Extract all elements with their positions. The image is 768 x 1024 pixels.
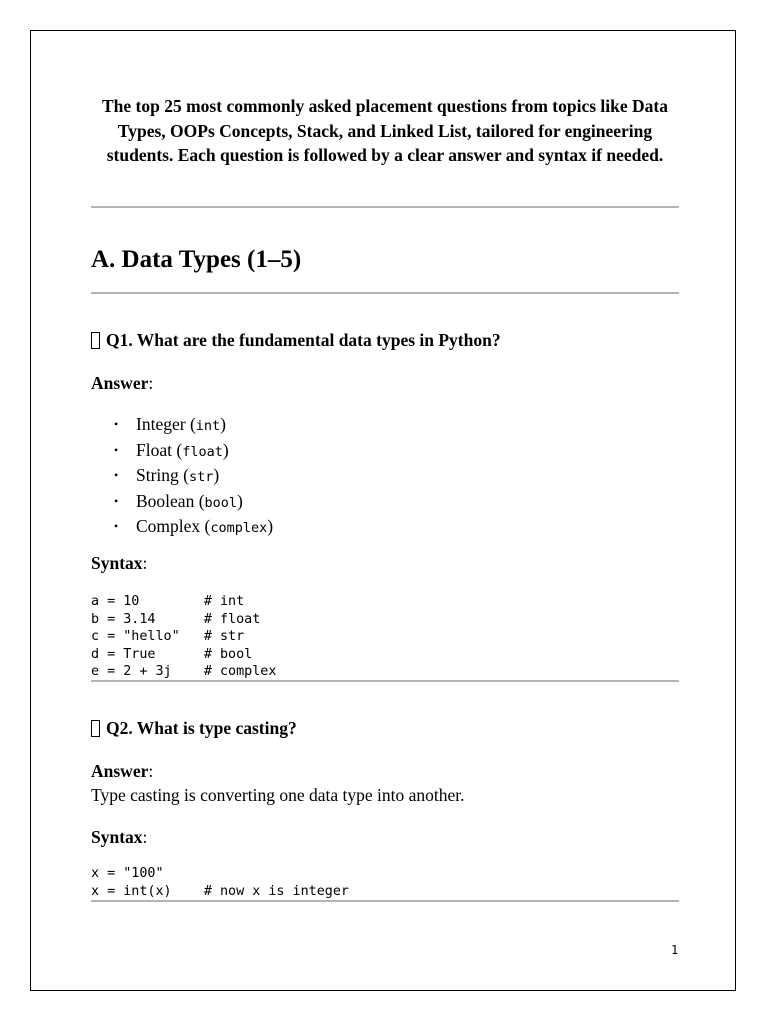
syntax-label: Syntax: <box>91 553 148 573</box>
syntax-label: Syntax: <box>91 827 148 847</box>
code-underline <box>91 680 679 682</box>
code-underline <box>91 900 679 902</box>
code-block-q2: x = "100" x = int(x) # now x is integer <box>91 866 349 899</box>
question-2-title <box>91 717 297 739</box>
question-2-text: Q2. What is type casting? <box>106 718 297 738</box>
code-block-q1: a = 10 # int b = 3.14 # float c = "hello" # str d = True # bool e = 2 + 3j # complex <box>91 594 277 679</box>
section-title: A. Data Types (1–5) <box>91 246 302 273</box>
document-page <box>30 30 736 991</box>
list-item: • Complex (complex) <box>91 515 273 541</box>
question-1-title <box>91 329 501 351</box>
divider <box>91 206 679 208</box>
answer-label: Answer: <box>91 761 154 781</box>
data-types-list <box>91 413 273 541</box>
list-item: • Boolean (bool) <box>91 490 273 516</box>
list-item: • String (str) <box>91 464 273 490</box>
answer-text: Type casting is converting one data type into another. <box>91 785 465 805</box>
missing-glyph-icon <box>91 332 100 349</box>
page-number: 1 <box>671 943 679 957</box>
list-item: • Float (float) <box>91 439 273 465</box>
intro-paragraph: The top 25 most commonly asked placement questions from topics like Data Types, OOPs Concepts, Stack, and Linked List, tailored for engineering students. Each question is followed by a clear answer and syntax if needed. <box>102 96 668 165</box>
missing-glyph-icon <box>91 720 100 737</box>
answer-label: Answer: <box>91 373 154 393</box>
list-item: • Integer (int) <box>91 413 273 439</box>
question-1-text: Q1. What are the fundamental data types in Python? <box>106 330 501 350</box>
divider <box>91 292 679 294</box>
